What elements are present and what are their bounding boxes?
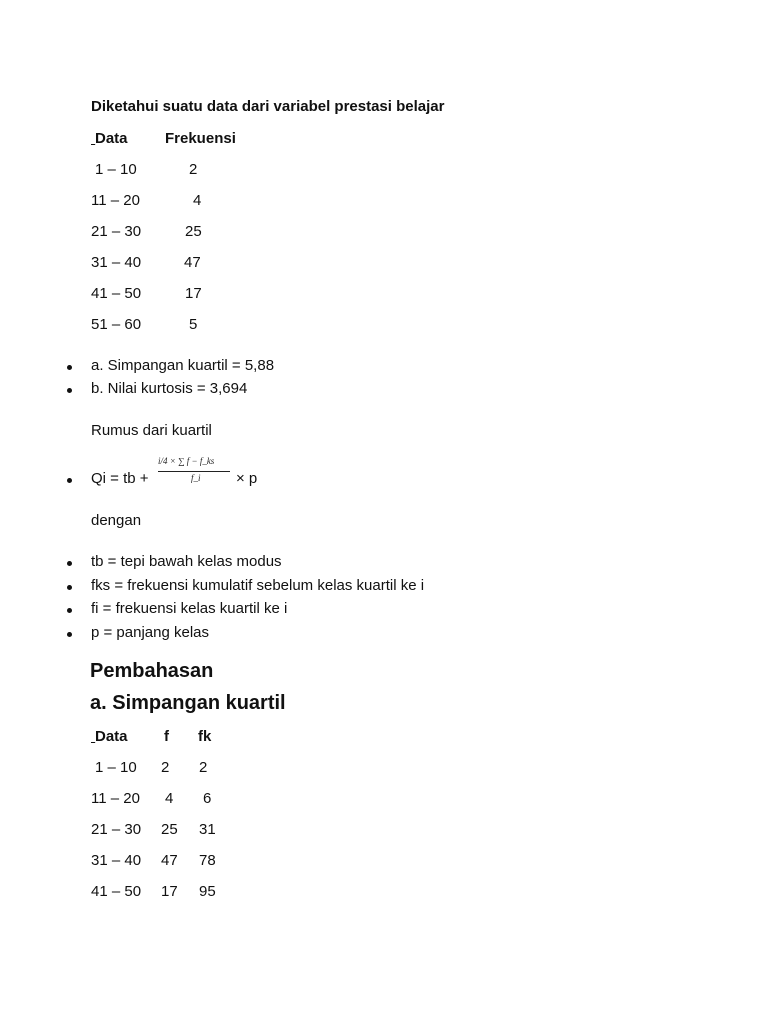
intro-text: Diketahui suatu data dari variabel prestasi belajar (91, 98, 445, 115)
table1-row-5-data: 51 – 60 (91, 316, 142, 333)
table2-row-0-data: 1 – 10 (95, 759, 137, 776)
table2-row-1-fk: 6 (203, 790, 212, 807)
table1-row-1-data: 11 – 20 (91, 192, 140, 209)
definition-fks: fks = frekuensi kumulatif sebelum kelas kuartil ke i (91, 577, 425, 594)
bullet-icon (67, 632, 72, 637)
formula-denominator: f_i (191, 473, 201, 483)
table1-header-data: Data (95, 130, 128, 147)
table1-header-row (91, 130, 253, 148)
bullet-icon (67, 585, 72, 590)
table2-row-4-f: 17 (161, 883, 178, 900)
table2-row-2-fk: 31 (199, 821, 216, 838)
table1-row-4-data: 41 – 50 (91, 285, 142, 302)
table1-header-frekuensi: Frekuensi (165, 130, 236, 147)
bullet-icon (67, 561, 72, 566)
rumus-title: Rumus dari kuartil (91, 422, 212, 439)
definition-fi: fi = frekuensi kelas kuartil ke i (91, 600, 288, 617)
formula-rhs: × p (236, 470, 258, 487)
answer-a: a. Simpangan kuartil = 5,88 (91, 357, 275, 374)
table1-row-3-data: 31 – 40 (91, 254, 142, 271)
bullet-icon (67, 388, 72, 393)
table1-row-4-freq: 17 (185, 285, 202, 302)
bullet-icon (67, 478, 72, 483)
table1-row-1-freq: 4 (193, 192, 202, 209)
bullet-icon (67, 608, 72, 613)
table2-row-1-f: 4 (165, 790, 174, 807)
formula-lhs: Qi = tb + (91, 470, 149, 487)
table2-row-3-f: 47 (161, 852, 178, 869)
table2-row-1-data: 11 – 20 (91, 790, 140, 807)
table2-row-3-data: 31 – 40 (91, 852, 142, 869)
table1-row-2-freq: 25 (185, 223, 202, 240)
table2-row-2-f: 25 (161, 821, 178, 838)
section-a-heading: a. Simpangan kuartil (90, 692, 286, 714)
answer-b: b. Nilai kurtosis = 3,694 (91, 380, 248, 397)
table2-row-0-f: 2 (161, 759, 170, 776)
table2-row-0-fk: 2 (199, 759, 208, 776)
table2-row-2-data: 21 – 30 (91, 821, 142, 838)
table1-row-0-data: 1 – 10 (95, 161, 137, 178)
table2-header-fk: fk (198, 728, 212, 745)
table1-row-0-freq: 2 (189, 161, 198, 178)
pembahasan-heading: Pembahasan (90, 660, 214, 682)
formula-numerator: i/4 × ∑ f − f_ks (158, 456, 215, 466)
table1-row-5-freq: 5 (189, 316, 198, 333)
table2-row-4-data: 41 – 50 (91, 883, 142, 900)
table2-row-3-fk: 78 (199, 852, 216, 869)
table2-header-f: f (164, 728, 169, 745)
definition-tb: tb = tepi bawah kelas modus (91, 553, 282, 570)
bullet-icon (67, 365, 72, 370)
table2-row-4-fk: 95 (199, 883, 216, 900)
table2-header-data: Data (95, 728, 128, 745)
fraction-bar (158, 471, 230, 472)
table1-row-2-data: 21 – 30 (91, 223, 142, 240)
quartile-formula-fraction (158, 456, 234, 486)
table2-header-row (91, 728, 214, 746)
table1-row-3-freq: 47 (184, 254, 201, 271)
definition-p: p = panjang kelas (91, 624, 210, 641)
dengan-text: dengan (91, 512, 142, 529)
